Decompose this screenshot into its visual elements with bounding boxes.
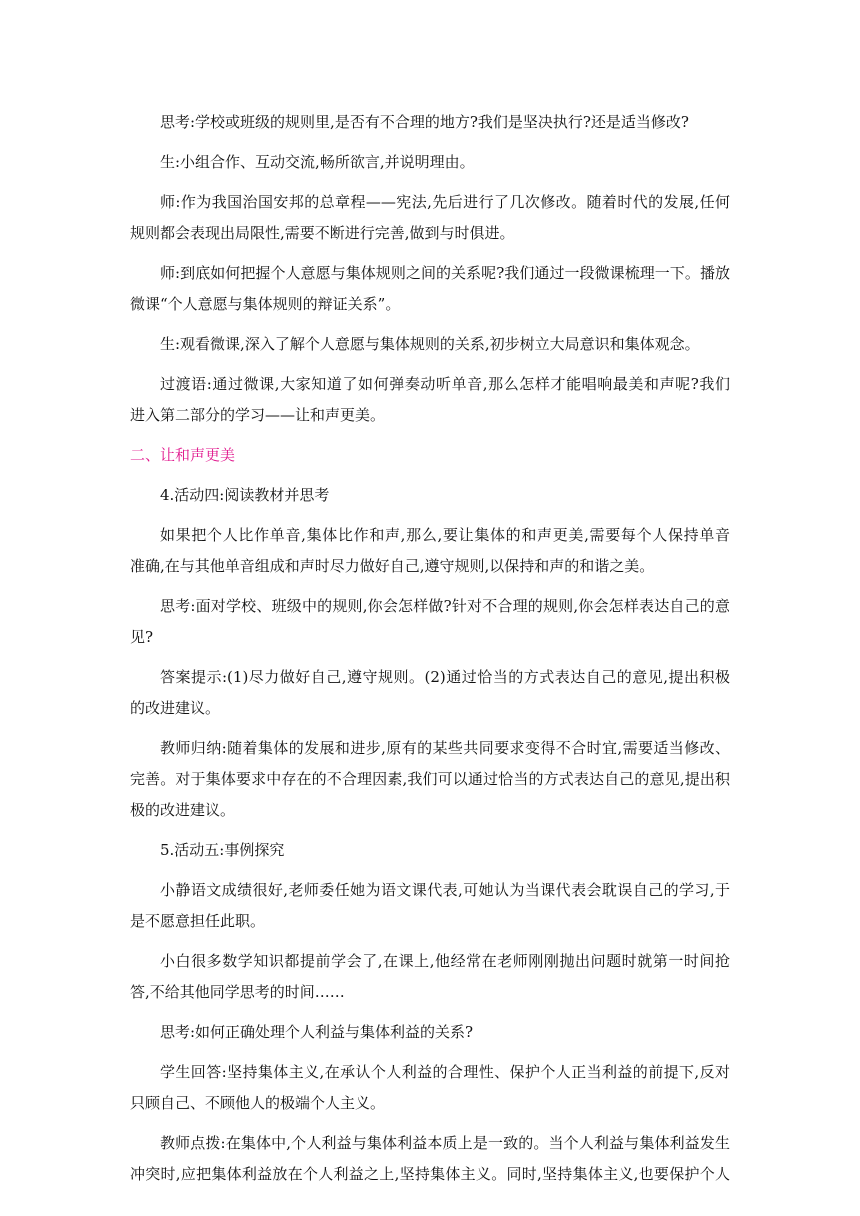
paragraph-line: 的改进建议。 xyxy=(130,699,221,717)
paragraph xyxy=(130,875,730,937)
paragraph xyxy=(130,480,730,511)
paragraph xyxy=(130,329,730,360)
paragraph-line: 4.活动四:阅读教材并思考 xyxy=(160,486,330,504)
paragraph-line: 进入第二部分的学习——让和声更美。 xyxy=(130,406,386,424)
paragraph-line: 准确,在与其他单音组成和声时尽力做好自己,遵守规则,以保持和声的和谐之美。 xyxy=(130,557,655,575)
paragraph-line: 过渡语:通过微课,大家知道了如何弹奏动听单音,那么怎样才能唱响最美和声呢?我们 xyxy=(160,375,730,393)
paragraph xyxy=(130,1128,730,1190)
paragraph-line: 学生回答:坚持集体主义,在承认个人利益的合理性、保护个人正当利益的前提下,反对 xyxy=(160,1063,730,1081)
paragraph xyxy=(130,520,730,582)
section-heading: 二、让和声更美 xyxy=(130,446,236,464)
paragraph-line: 答案提示:(1)尽力做好自己,遵守规则。(2)通过恰当的方式表达自己的意见,提出积极 xyxy=(160,668,730,686)
paragraph xyxy=(130,147,730,178)
paragraph xyxy=(130,662,730,724)
paragraph xyxy=(130,835,730,866)
paragraph-line: 微课“个人意愿与集体规则的辩证关系”。 xyxy=(130,295,401,313)
paragraph-line: 5.活动五:事例探究 xyxy=(160,841,285,859)
paragraph-line: 师:到底如何把握个人意愿与集体规则之间的关系呢?我们通过一段微课梳理一下。播放 xyxy=(160,264,730,282)
paragraph-line: 答,不给其他同学思考的时间…… xyxy=(130,983,345,1001)
paragraph-line: 思考:面对学校、班级中的规则,你会怎样做?针对不合理的规则,你会怎样表达自己的意 xyxy=(160,597,730,615)
paragraph xyxy=(130,258,730,320)
paragraph-line: 小白很多数学知识都提前学会了,在课上,他经常在老师刚刚抛出问题时就第一时间抢 xyxy=(160,952,730,970)
paragraph xyxy=(130,591,730,653)
paragraph xyxy=(130,369,730,431)
paragraph xyxy=(130,187,730,249)
paragraph-line: 是不愿意担任此职。 xyxy=(130,912,266,930)
paragraph-line: 冲突时,应把集体利益放在个人利益之上,坚持集体主义。同时,坚持集体主义,也要保护个人 xyxy=(130,1165,730,1183)
paragraph-line: 只顾自己、不顾他人的极端个人主义。 xyxy=(130,1094,386,1112)
document-body xyxy=(130,107,730,1199)
paragraph xyxy=(130,107,730,138)
paragraph xyxy=(130,946,730,1008)
paragraph-line: 思考:学校或班级的规则里,是否有不合理的地方?我们是坚决执行?还是适当修改? xyxy=(160,113,689,131)
paragraph-line: 见? xyxy=(130,628,154,646)
paragraph-line: 极的改进建议。 xyxy=(130,801,236,819)
paragraph xyxy=(130,733,730,826)
paragraph-line: 教师归纳:随着集体的发展和进步,原有的某些共同要求变得不合时宜,需要适当修改、 xyxy=(160,739,730,757)
paragraph-line: 师:作为我国治国安邦的总章程——宪法,先后进行了几次修改。随着时代的发展,任何 xyxy=(160,193,730,211)
paragraph xyxy=(130,1057,730,1119)
paragraph-line: 生:观看微课,深入了解个人意愿与集体规则的关系,初步树立大局意识和集体观念。 xyxy=(160,335,700,353)
paragraph-line: 思考:如何正确处理个人利益与集体利益的关系? xyxy=(160,1023,474,1041)
paragraph-line: 教师点拨:在集体中,个人利益与集体利益本质上是一致的。当个人利益与集体利益发生 xyxy=(160,1134,730,1152)
paragraph-line: 生:小组合作、互动交流,畅所欲言,并说明理由。 xyxy=(160,153,475,171)
paragraph-line: 完善。对于集体要求中存在的不合理因素,我们可以通过恰当的方式表达自己的意见,提出积 xyxy=(130,770,730,788)
paragraph-line: 如果把个人比作单音,集体比作和声,那么,要让集体的和声更美,需要每个人保持单音 xyxy=(160,526,730,544)
paragraph-line: 规则都会表现出局限性,需要不断进行完善,做到与时俱进。 xyxy=(130,224,515,242)
paragraph-line: 小静语文成绩很好,老师委任她为语文课代表,可她认为当课代表会耽误自己的学习,于 xyxy=(160,881,730,899)
paragraph xyxy=(130,1017,730,1048)
